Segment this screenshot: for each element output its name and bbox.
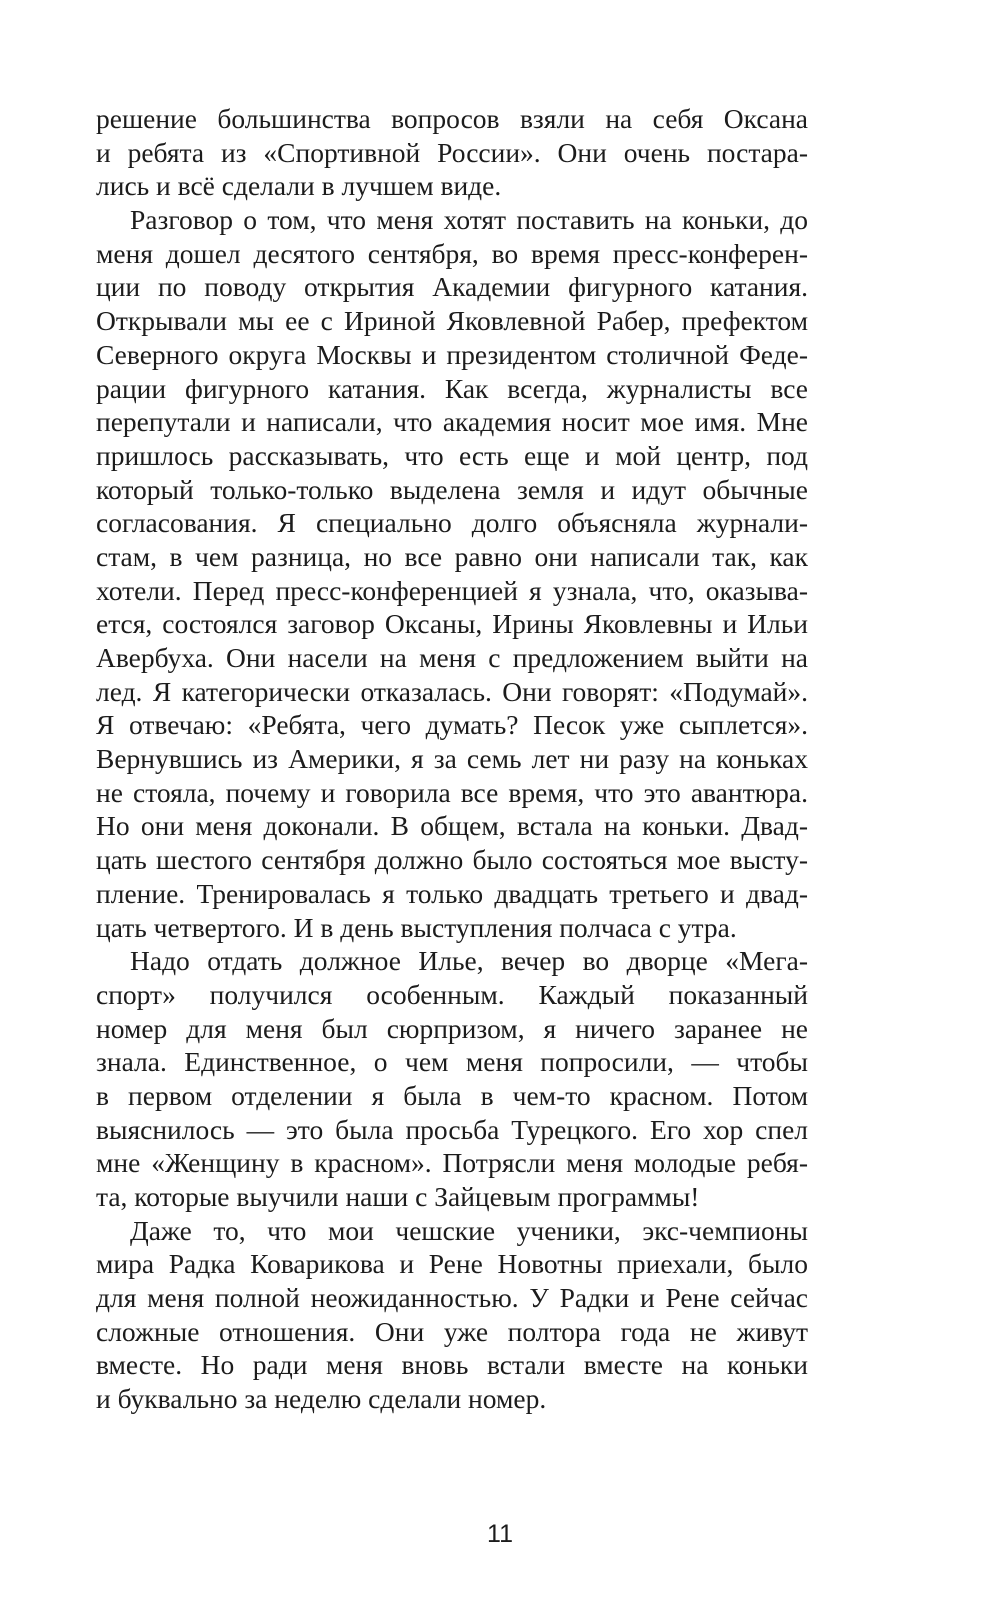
text-line: Северного округа Москвы и президентом столичной Феде- <box>96 338 808 370</box>
text-line: выяснилось — это была просьба Турецкого. Его хор спел <box>96 1113 808 1145</box>
text-line: пришлось рассказывать, что есть еще и мой центр, под <box>96 439 808 471</box>
text-line: перепутали и написали, что академия носит мое имя. Мне <box>96 406 808 438</box>
text-line: лись и всё сделали в лучшем виде. <box>96 170 502 202</box>
text-line: который только-только выделена земля и идут обычные <box>96 473 808 505</box>
text-line: в первом отделении я была в чем-то красном. Потом <box>96 1079 808 1111</box>
text-line: согласования. Я специально долго объясняла журнали- <box>96 507 808 539</box>
text-line: Но они меня доконали. В общем, встала на коньки. Двад- <box>96 810 808 842</box>
text-line: ции по поводу открытия Академии фигурного катания. <box>96 271 808 303</box>
text-line: пление. Тренировалась я только двадцать третьего и двад- <box>96 877 808 909</box>
text-line: Вернувшись из Америки, я за семь лет ни разу на коньках <box>96 743 808 775</box>
text-line: вместе. Но ради меня вновь встали вместе на коньки <box>96 1349 808 1381</box>
paragraph-4 <box>96 1214 808 1416</box>
text-line: Надо отдать должное Илье, вечер во дворце «Мега- <box>130 945 808 977</box>
text-line: Открывали мы ее с Ириной Яковлевной Рабер, префектом <box>96 305 808 337</box>
text-line: и буквально за неделю сделали номер. <box>96 1383 547 1415</box>
text-line: меня дошел десятого сентября, во время пресс-конферен- <box>96 237 808 269</box>
text-line: и ребята из «Спортивной России». Они очень постара- <box>96 136 808 168</box>
text-line: та, которые выучили наши с Зайцевым программы! <box>96 1181 700 1212</box>
text-line: Разговор о том, что меня хотят поставить на коньки, до <box>130 204 808 236</box>
text-line: решение большинства вопросов взяли на себя Оксана <box>96 103 808 134</box>
text-line: ется, состоялся заговор Оксаны, Ирины Яковлевны и Ильи <box>96 608 808 640</box>
paragraph-1 <box>96 102 808 203</box>
text-line: для меня полной неожиданностью. У Радки и Рене сейчас <box>96 1282 808 1314</box>
text-line: цать четвертого. И в день выступления полчаса с утра. <box>96 911 737 943</box>
text-line: спорт» получился особенным. Каждый показанный <box>96 978 808 1010</box>
page-number: 11 <box>487 1520 513 1548</box>
text-line: Даже то, что мои чешские ученики, экс-чемпионы <box>130 1214 808 1246</box>
text-line: Авербуха. Они насели на меня с предложением выйти на <box>96 642 808 673</box>
text-line: Я отвечаю: «Ребята, чего думать? Песок уже сыплется». <box>96 709 808 741</box>
text-line: цать шестого сентября должно было состояться мое высту- <box>96 844 808 876</box>
text-line: не стояла, почему и говорила все время, что это авантюра. <box>96 776 808 808</box>
text-line: стам, в чем разница, но все равно они написали так, как <box>96 540 808 572</box>
text-line: мне «Женщину в красном». Потрясли меня молодые ребя- <box>96 1147 808 1179</box>
text-line: сложные отношения. Они уже полтора года не живут <box>96 1315 808 1347</box>
text-line: номер для меня был сюрпризом, я ничего заранее не <box>96 1012 808 1044</box>
text-line: мира Радка Коварикова и Рене Новотны приехали, было <box>96 1248 808 1280</box>
text-line: лед. Я категорически отказалась. Они говорят: «Подумай». <box>96 675 808 707</box>
paragraph-3 <box>96 944 808 1214</box>
text-line: хотели. Перед пресс-конференцией я узнала, что, оказыва- <box>96 574 808 606</box>
text-line: рации фигурного катания. Как всегда, журналисты все <box>96 372 808 404</box>
book-page-text <box>96 102 808 1416</box>
text-line: знала. Единственное, о чем меня попросили, — чтобы <box>96 1046 808 1078</box>
paragraph-2 <box>96 203 808 944</box>
